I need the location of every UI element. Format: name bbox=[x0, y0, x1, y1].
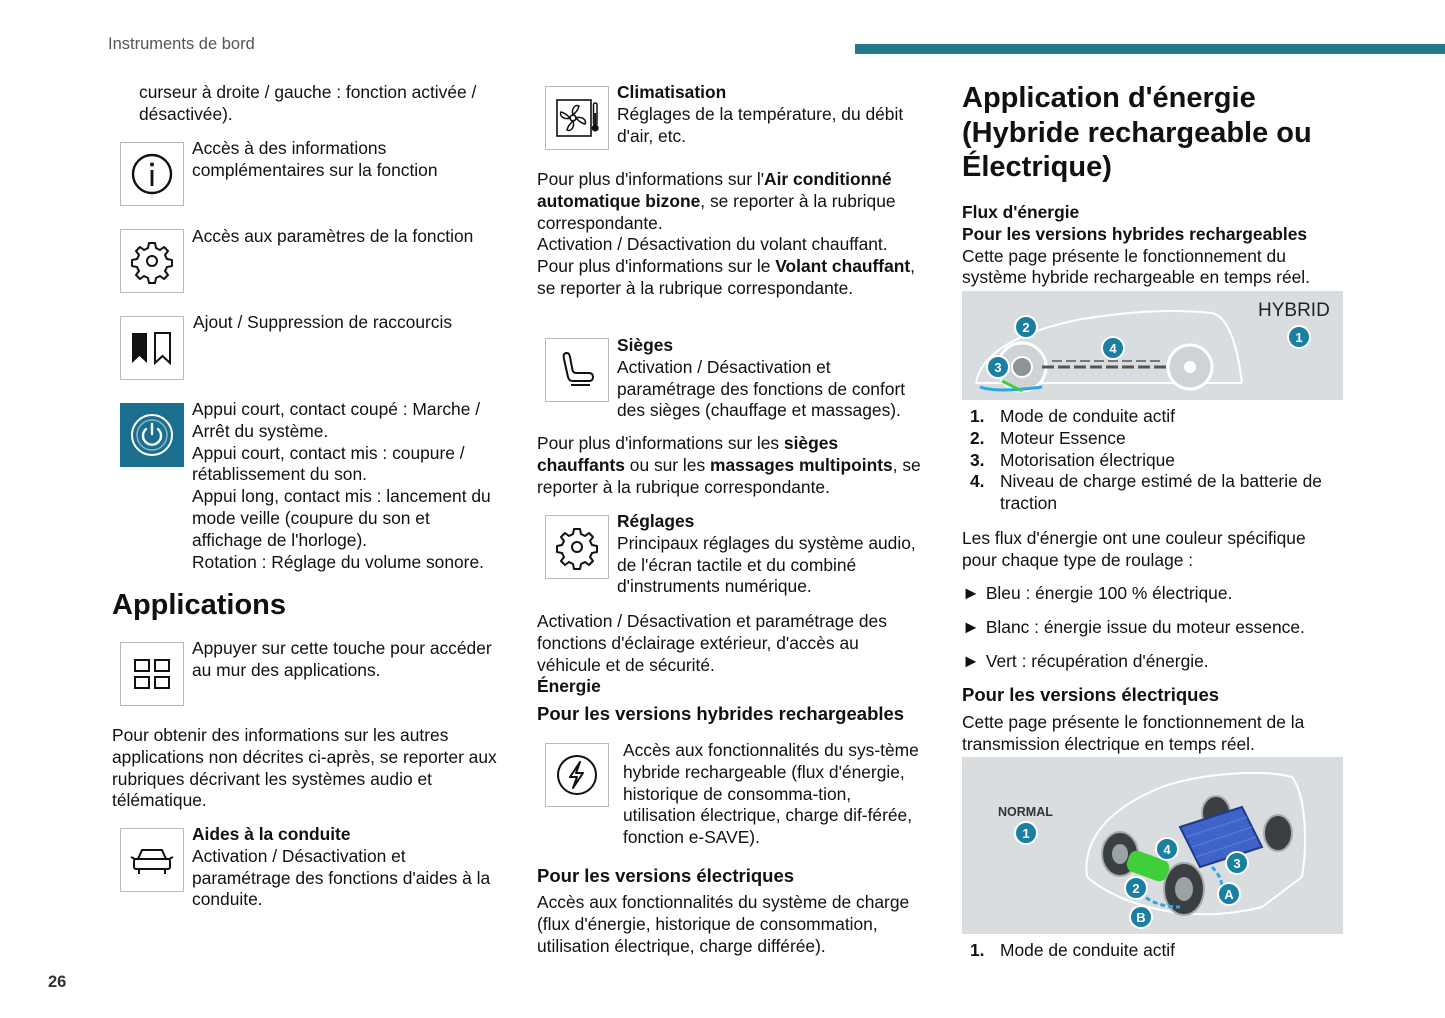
electric-flow-figure bbox=[962, 757, 1343, 934]
reglages-item bbox=[617, 511, 932, 598]
seats-note: Pour plus d'informations sur les sièges chauffants ou sur les massages multipoints, se reporter à la rubrique correspondante. bbox=[537, 433, 921, 497]
header-accent-bar bbox=[855, 44, 1445, 54]
marker-4 bbox=[1102, 337, 1124, 359]
flux-intro: Les flux d'énergie ont une couleur spécifique pour chaque type de roulage : bbox=[962, 528, 1306, 570]
flux-block bbox=[962, 202, 1347, 289]
clim-note-p3: Pour plus d'informations sur le Volant chauffant, se reporter à la rubrique correspondante. bbox=[537, 256, 916, 298]
fan-thermometer-icon bbox=[545, 86, 609, 150]
svg-text:3: 3 bbox=[994, 360, 1002, 375]
electric-heading: Pour les versions électriques bbox=[537, 865, 795, 886]
svg-text:3: 3 bbox=[1233, 856, 1241, 871]
apps-grid-icon bbox=[120, 642, 184, 706]
arrow-icon: ► bbox=[962, 651, 980, 671]
shortcut-item-text: Ajout / Suppression de raccourcis bbox=[193, 312, 453, 332]
power-line-1: Appui court, contact coupé : Marche / Arrêt du système. bbox=[192, 399, 481, 441]
list-item: 1. Mode de conduite actif bbox=[970, 406, 1175, 426]
list-item: 3. Motorisation électrique bbox=[970, 449, 1175, 470]
marker-3 bbox=[987, 356, 1009, 378]
marker-1 bbox=[1288, 326, 1310, 348]
arrow-icon: ► bbox=[962, 617, 980, 637]
energy-label: Énergie bbox=[537, 676, 601, 697]
flux-label: Flux d'énergie bbox=[962, 202, 1080, 222]
marker-b bbox=[1130, 906, 1152, 928]
flux-item-white: ► Blanc : énergie issue du moteur essence. bbox=[962, 617, 1305, 637]
apps-item-text: Appuyer sur cette touche pour accéder au mur des applications. bbox=[192, 638, 492, 680]
clim-note bbox=[537, 169, 929, 300]
svg-text:2: 2 bbox=[1132, 881, 1140, 896]
applications-heading: Applications bbox=[112, 589, 287, 621]
svg-text:2: 2 bbox=[1022, 320, 1030, 335]
clim-item-title: Climatisation bbox=[617, 82, 727, 102]
marker-a bbox=[1218, 883, 1240, 905]
hybrid-heading: Pour les versions hybrides rechargeables bbox=[537, 703, 905, 724]
electric-text: Accès aux fonctionnalités du système de charge (flux d'énergie, historique de consommation, utilisation électrique, charge différée). bbox=[537, 892, 910, 956]
svg-text:4: 4 bbox=[1163, 842, 1171, 857]
svg-text:4: 4 bbox=[1109, 341, 1117, 356]
section-title: Instruments de bord bbox=[108, 35, 255, 53]
electric-mode-label: NORMAL bbox=[998, 805, 1053, 819]
hybrid-item-text: Accès aux fonctionnalités du sys-tème hybride rechargeable (flux d'énergie, historique de consomma-tion, utilisation électrique, charge dif-férée, fonction e-SAVE). bbox=[623, 740, 919, 848]
flux-item-green: ► Vert : récupération d'énergie. bbox=[962, 651, 1209, 671]
marker-2 bbox=[1015, 316, 1037, 338]
power-line-4: Rotation : Réglage du volume sonore. bbox=[192, 551, 484, 572]
list-item: 2. Moteur Essence bbox=[970, 427, 1126, 448]
seats-item-text: Activation / Désactivation et paramétrage des fonctions de confort des sièges (chauffage et massages). bbox=[617, 356, 906, 421]
clim-item-text: Réglages de la température, du débit d'air, etc. bbox=[617, 103, 904, 146]
reglages-item-text: Principaux réglages du système audio, de l'écran tactile et du combiné d'instruments numérique. bbox=[617, 532, 916, 597]
settings-item-text: Accès aux paramètres de la fonction bbox=[192, 226, 474, 246]
power-item-text bbox=[192, 399, 504, 573]
info-icon bbox=[120, 142, 184, 206]
clim-note-p1: Pour plus d'informations sur l'Air conditionné automatique bizone, se reporter à la rubrique correspondante. bbox=[537, 169, 896, 233]
hybrid-desc: Cette page présente le fonctionnement du système hybride rechargeable en temps réel. bbox=[962, 245, 1310, 288]
intro-text: curseur à droite / gauche : fonction activée / désactivée). bbox=[139, 82, 477, 124]
marker-1 bbox=[1015, 822, 1037, 844]
svg-text:1: 1 bbox=[1022, 826, 1030, 841]
hybrid-sub: Pour les versions hybrides rechargeables bbox=[962, 223, 1308, 244]
driving-item bbox=[192, 824, 502, 911]
seats-item bbox=[617, 335, 932, 422]
electric-desc: Cette page présente le fonctionnement de la transmission électrique en temps réel. bbox=[962, 712, 1305, 754]
svg-text:1: 1 bbox=[1295, 330, 1303, 345]
hybrid-flow-figure bbox=[962, 291, 1343, 400]
electric-legend-list bbox=[962, 940, 1347, 962]
svg-text:B: B bbox=[1136, 910, 1146, 925]
gear-icon bbox=[545, 515, 609, 579]
reglages-item-title: Réglages bbox=[617, 511, 695, 531]
energy-app-title: Application d'énergie (Hybride rechargeable ou Électrique) bbox=[962, 82, 1312, 183]
car-icon bbox=[120, 828, 184, 892]
power-line-2: Appui court, contact mis : coupure / rétablissement du son. bbox=[192, 442, 465, 485]
electric-sub: Pour les versions électriques bbox=[962, 684, 1220, 705]
arrow-icon: ► bbox=[962, 583, 980, 603]
power-icon bbox=[120, 403, 184, 467]
marker-3 bbox=[1226, 852, 1248, 874]
seats-item-title: Sièges bbox=[617, 335, 674, 355]
list-item: 1. Mode de conduite actif bbox=[970, 940, 1175, 960]
gear-icon bbox=[120, 229, 184, 293]
settings-note: Activation / Désactivation et paramétrage des fonctions d'éclairage extérieur, d'accès au véhicule et de sécurité. Énergie bbox=[537, 611, 922, 698]
driving-item-title: Aides à la conduite bbox=[192, 824, 351, 844]
apps-note: Pour obtenir des informations sur les autres applications non décrites ci-après, se reporter aux rubriques décrivant les systèmes audio et télématique. bbox=[112, 725, 497, 811]
driving-item-text: Activation / Désactivation et paramétrage des fonctions d'aides à la conduite. bbox=[192, 845, 491, 910]
lightning-icon bbox=[545, 743, 609, 807]
seat-icon bbox=[545, 338, 609, 402]
marker-2 bbox=[1125, 877, 1147, 899]
list-item: 4. Niveau de charge estimé de la batterie de traction bbox=[970, 471, 1322, 514]
page-number: 26 bbox=[48, 973, 67, 991]
hybrid-legend-list bbox=[962, 406, 1347, 515]
clim-item bbox=[617, 82, 927, 147]
flux-item-blue: ► Bleu : énergie 100 % électrique. bbox=[962, 583, 1233, 603]
hybrid-mode-label: HYBRID bbox=[1258, 300, 1330, 321]
svg-text:A: A bbox=[1224, 887, 1234, 902]
clim-note-p2: Activation / Désactivation du volant chauffant. bbox=[537, 234, 888, 255]
bookmark-icon bbox=[120, 316, 184, 380]
info-item-text: Accès à des informations complémentaires sur la fonction bbox=[192, 138, 438, 180]
marker-4 bbox=[1156, 838, 1178, 860]
power-line-3: Appui long, contact mis : lancement du mode veille (coupure du son et affichage de l'horloge). bbox=[192, 486, 491, 550]
